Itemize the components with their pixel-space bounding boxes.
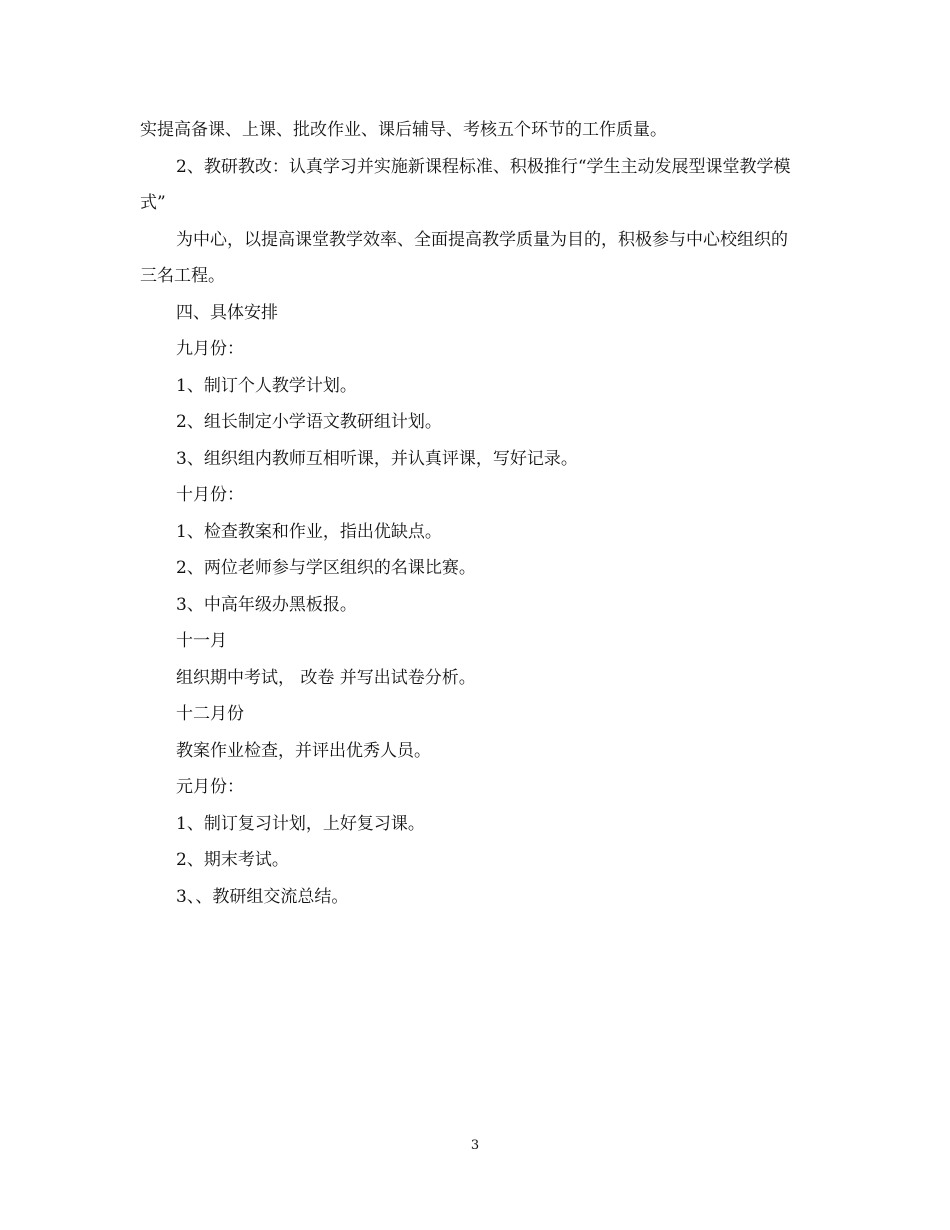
list-item: 2、组长制定小学语文教研组计划。 [176,412,442,432]
month-heading: 十一月 [176,631,227,651]
list-item: 3、中高年级办黑板报。 [176,594,357,615]
list-item: 1、制订复习计划，上好复习课。 [176,813,425,834]
month-heading: 十月份： [176,485,244,505]
list-item: 2、两位老师参与学区组织的名课比赛。 [176,558,476,578]
month-heading: 九月份： [176,339,244,359]
list-item: 2、期末考试。 [176,850,289,870]
list-item: 1、制订个人教学计划。 [176,375,357,396]
list-item: 组织期中考试， 改卷 并写出试卷分析。 [176,667,476,688]
list-item: 3、组织组内教师互相听课，并认真评课，写好记录。 [176,448,578,469]
month-heading: 元月份： [176,777,244,797]
section-heading: 四、具体安排 [176,302,278,323]
list-item: 3、、教研组交流总结。 [176,886,349,907]
list-item: 1、检查教案和作业，指出优缺点。 [176,521,442,542]
paragraph: 2、教研教改：认真学习并实施新课程标准、积极推行“学生主动发展型课堂教学模式” [140,156,791,213]
month-heading: 十二月份 [176,704,244,724]
document-body [140,112,800,915]
list-item: 教案作业检查，并评出优秀人员。 [176,740,431,761]
page-number: 3 [470,1138,480,1153]
paragraph: 实提高备课、上课、批改作业、课后辅导、考核五个环节的工作质量。 [140,120,667,140]
paragraph: 为中心，以提高课堂教学效率、全面提高教学质量为目的，积极参与中心校组织的三名工程。 [140,229,788,286]
